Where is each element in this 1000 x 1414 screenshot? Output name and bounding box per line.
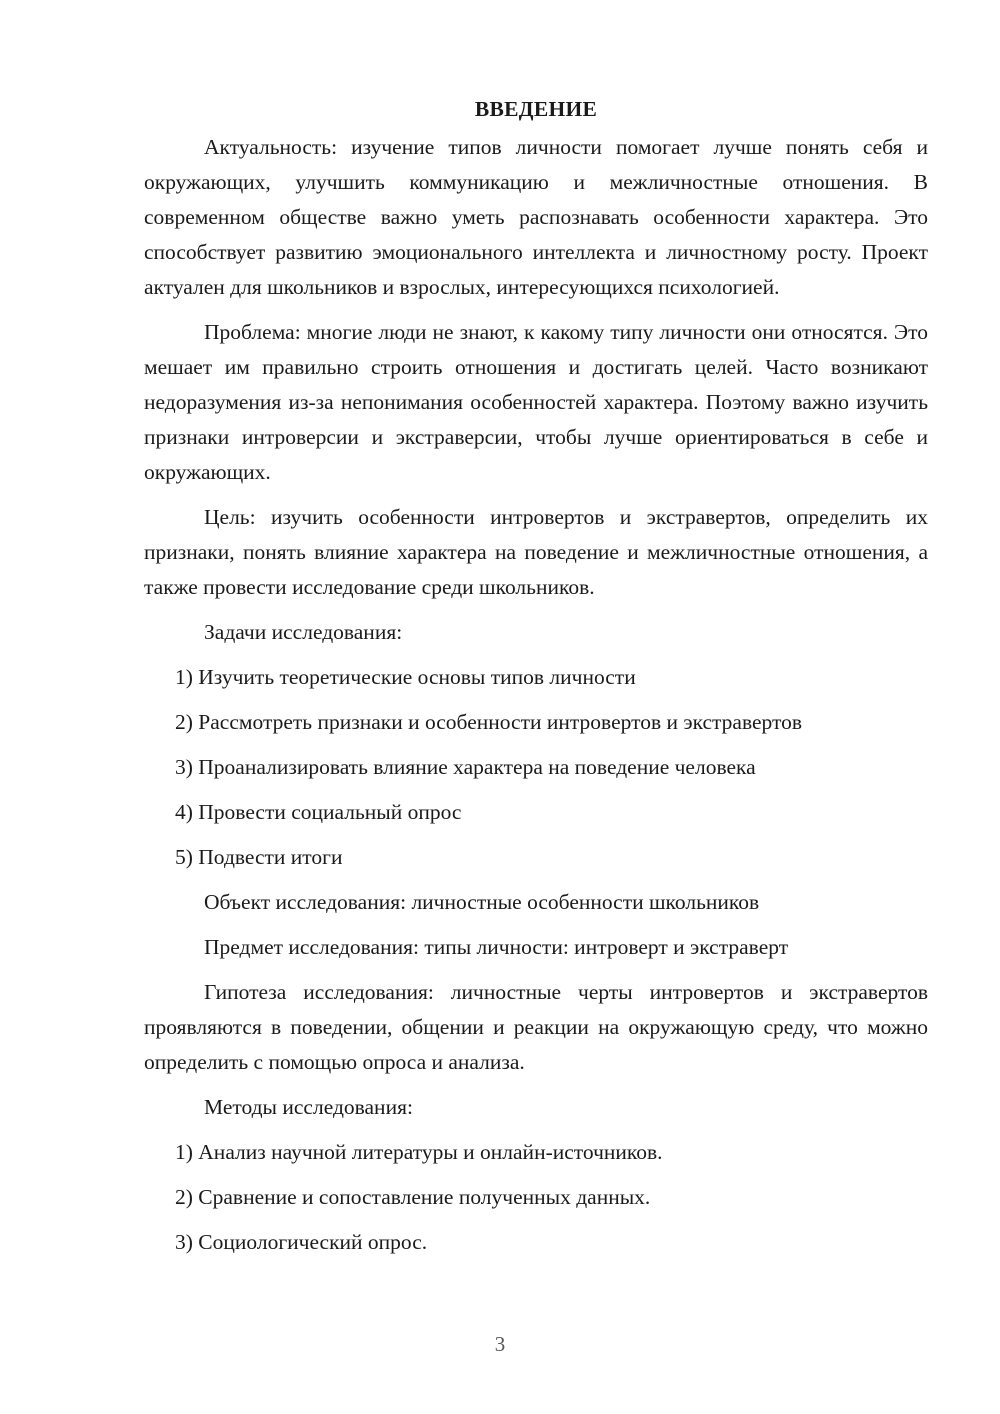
tasks-list — [144, 660, 928, 875]
list-item: 2) Рассмотреть признаки и особенности интровертов и экстравертов — [175, 710, 803, 734]
list-item: 1) Изучить теоретические основы типов личности — [175, 665, 636, 689]
tasks-heading: Задачи исследования: — [204, 620, 403, 644]
subject-line: Предмет исследования: типы личности: интроверт и экстраверт — [204, 935, 789, 959]
list-item: 1) Анализ научной литературы и онлайн-источников. — [175, 1140, 663, 1164]
methods-heading: Методы исследования: — [204, 1095, 413, 1119]
methods-list — [144, 1135, 928, 1260]
list-item: 4) Провести социальный опрос — [175, 800, 462, 824]
page-number: 3 — [494, 1332, 506, 1356]
document-page — [144, 92, 928, 1270]
goal-paragraph: Цель: изучить особенности интровертов и экстравертов, определить их признаки, понять влияние характера на поведение и межличностные отношения, а также провести исследование среди школьников. — [144, 505, 928, 599]
list-item: 2) Сравнение и сопоставление полученных данных. — [175, 1185, 651, 1209]
list-item: 3) Социологический опрос. — [175, 1230, 428, 1254]
hypothesis-paragraph: Гипотеза исследования: личностные черты интровертов и экстравертов проявляются в поведении, общении и реакции на окружающую среду, что можно определить с помощью опроса и анализа. — [144, 980, 928, 1074]
problem-paragraph: Проблема: многие люди не знают, к какому типу личности они относятся. Это мешает им правильно строить отношения и достигать целей. Часто возникают недоразумения из-за непонимания особенностей характера. Поэтому важно изучить признаки интроверсии и экстраверсии, чтобы лучше ориентироваться в себе и окружающих. — [144, 320, 928, 484]
list-item: 5) Подвести итоги — [175, 845, 343, 869]
object-line: Объект исследования: личностные особенности школьников — [204, 890, 760, 914]
list-item: 3) Проанализировать влияние характера на поведение человека — [175, 755, 756, 779]
relevance-paragraph: Актуальность: изучение типов личности помогает лучше понять себя и окружающих, улучшить коммуникацию и межличностные отношения. В современном обществе важно уметь распознавать особенности характера. Это способствует развитию эмоционального интеллекта и личностному росту. Проект актуален для школьников и взрослых, интересующихся психологией. — [144, 135, 928, 299]
page-title: ВВЕДЕНИЕ — [474, 97, 598, 121]
